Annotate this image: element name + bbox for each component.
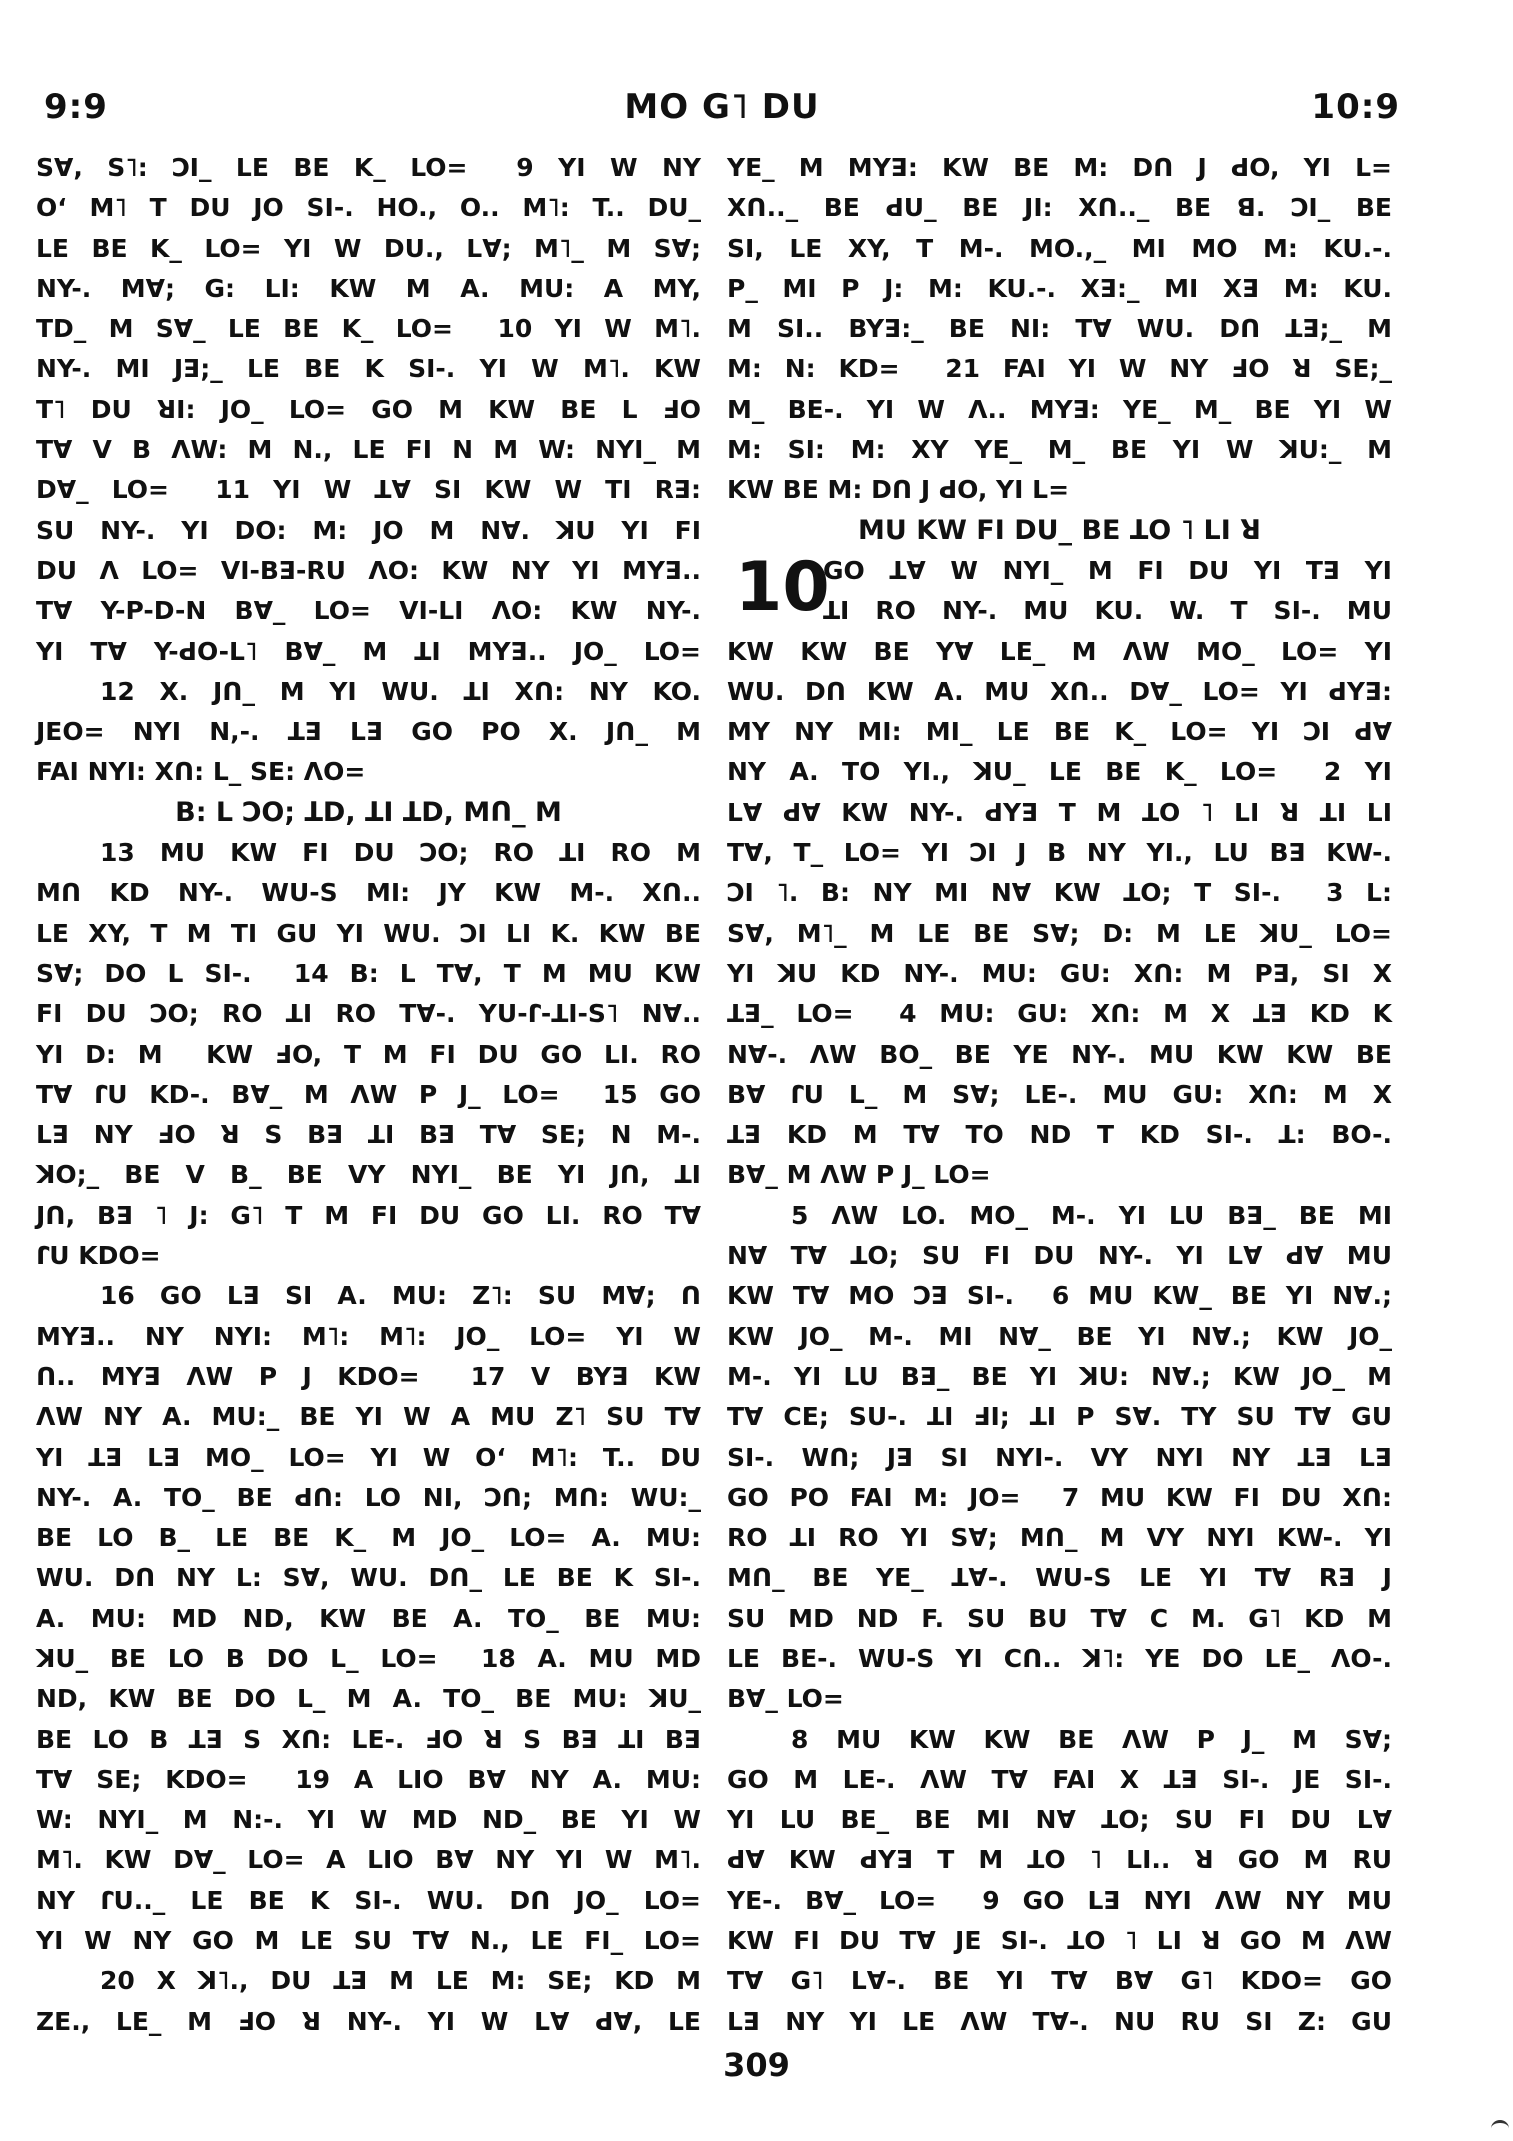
chapter-verse-end: 10:9 — [1311, 87, 1400, 127]
text-line: ꓥW NY A. MU:_ BE YI W A MU Z˥ SU Tꓯ — [36, 1402, 701, 1432]
text-line: ꓘO;_ BE V B_ BE VY NYI_ BE YI Jꓵ, ꓕI — [36, 1160, 701, 1190]
text-line: RO ꓕI RO YI Sꓯ; Mꓵ_ M VY NYI KW-. YI — [727, 1523, 1392, 1553]
text-line: MY NY MI: MI_ LE BE K_ LO= YI ϽI ꓒꓯ — [727, 717, 1392, 747]
text-line: ꓵ.. MYꓱ ꓥW P J KDO= 17 V BYꓱ KW — [36, 1361, 701, 1391]
text-line: NY-. Mꓯ; G: LI: KW M A. MU: A MY, — [36, 273, 701, 303]
text-line: KW JO_ M-. MI Nꓯ_ BE YI Nꓯ.; KW JO_ — [727, 1321, 1392, 1351]
text-line: Tꓯ, T_ LO= YI ϽI J B NY YI., LU Bꓱ KW-. — [727, 838, 1392, 868]
text-line: Nꓯ Tꓯ ꓕO; ꓢU FI DU NY-. YI Lꓯ ꓒꓯ MU — [727, 1241, 1392, 1271]
text-line: YI ꓕꓱ Lꓱ MO_ LO= YI W O‘ M˥: T.. DU — [36, 1442, 701, 1472]
text-line: ꓘU_ BE LO B DO L_ LO= 18 A. MU MD — [36, 1643, 701, 1673]
text-line: Tꓯ CE; SU-. ꓕI ꓞI; ꓕI P Sꓯ. TY SU Tꓯ GU — [727, 1402, 1392, 1432]
text-line: WU. Dꓵ NY L: Sꓯ, WU. Dꓵ_ LE BE K SI-. — [36, 1563, 701, 1593]
text-line: P_ MI P J: M: KU.-. Xꓱ:_ MI Xꓱ M: KU. — [727, 273, 1392, 303]
text-line: KW Tꓯ MO Ͻꓱ SI-. 6 MU KW_ BE YI Nꓯ.; — [727, 1281, 1392, 1311]
text-line: 5 ꓥW LO. MO_ M-. YI LU Bꓱ_ BE MI — [791, 1200, 1392, 1230]
text-line: Nꓯ-. ꓥW BO_ BE YE NY-. MU KW KW BE — [727, 1039, 1392, 1069]
text-line: YE-. Bꓯ_ LO= 9 GO Lꓱ NYI ꓥW NY MU — [727, 1885, 1392, 1915]
text-line: GO M LE-. ꓥW Tꓯ FAI X ꓕꓱ SI-. JE SI-. — [727, 1764, 1392, 1794]
text-line: NY-. MI Jꓱ;_ LE BE K SI-. YI W M˥. KW — [36, 354, 701, 384]
text-line: Bꓯ ꓩU L_ M Sꓯ; LE-. MU GU: Xꓵ: M X — [727, 1079, 1392, 1109]
book-title: MO G˥ DU — [624, 87, 820, 127]
text-line: 16 GO Lꓱ SI A. MU: Z˥: SU Mꓯ; ꓵ — [100, 1281, 701, 1311]
text-line: LE XY, T M TI GU YI WU. ϽI LI K. KW BE — [36, 918, 701, 948]
text-line: M_ BE-. YI W ꓥ.. MYꓱ: YE_ M_ BE YI W — [727, 394, 1392, 424]
text-line: Dꓯ_ LO= 11 YI W ꓕꓯ SI KW W TI Rꓱ: — [36, 475, 701, 505]
text-line: YE_ M MYꓱ: KW BE M: Dꓵ J ꓒO, YI L= — [727, 153, 1392, 182]
text-line: M: SI: M: XY YE_ M_ BE YI W ꓘU:_ M — [727, 435, 1392, 465]
text-line: LE BE K_ LO= YI W DU., Lꓯ; M˥_ M Sꓯ; — [36, 233, 701, 263]
text-line: Sꓯ; DO L SI-. 14 B: L Tꓯ, T M MU KW — [36, 958, 701, 988]
chapter-number: 10 — [735, 548, 830, 627]
text-line: 12 X. Jꓵ_ M YI WU. ꓕI Xꓵ: NY KO. — [100, 676, 701, 706]
text-line: Xꓵ.._ BE ꓒU_ BE JI: Xꓵ.._ BE ꓭ. ϽI_ BE — [727, 193, 1392, 223]
text-line: ϽI ˥. B: NY MI Nꓯ KW ꓕO; T SI-. 3 L: — [727, 878, 1392, 908]
text-line: LE BE-. WU-S YI Cꓵ.. ꓘ˥: YE DO LE_ ꓥO-. — [727, 1643, 1392, 1673]
text-line: NY-. A. TO_ BE ꓒꓵ: LO NI, Ͻꓵ; Mꓵ: WU:_ — [36, 1482, 701, 1512]
text-line: Lꓱ NY ꓞO ꓤ S Bꓱ ꓕI Bꓱ Tꓯ SE; N M-. — [36, 1120, 701, 1150]
text-line: 13 MU KW FI DU ϽO; RO ꓕI RO M — [100, 838, 701, 868]
text-line: Tꓯ G˥ Lꓯ-. BE YI Tꓯ Bꓯ G˥ KDO= GO — [727, 1966, 1392, 1996]
text-line: SI-. Wꓵ; Jꓱ SI NYI-. VY NYI NY ꓕꓱ Lꓱ — [727, 1442, 1392, 1472]
section-heading: B: L ϽO; ꓕD, ꓕI ꓕD, Mꓵ_ M — [175, 796, 562, 828]
page-number: 309 — [723, 2046, 790, 2084]
text-line: KW KW BE Yꓯ LE_ M ꓥW MO_ LO= YI — [727, 636, 1392, 666]
text-line: DU ꓥ LO= VI-Bꓱ-RU ꓥO: KW NY YI MYꓱ.. — [36, 555, 701, 585]
text-line: W: NYI_ M N:-. YI W MD ND_ BE YI W — [36, 1805, 701, 1835]
text-line: SU MD ND F. SU BU Tꓯ C M. G˥ KD M — [727, 1603, 1392, 1633]
text-line: YI ꓘU KD NY-. MU: GU: Xꓵ: M Pꓱ, SI X — [727, 958, 1392, 988]
text-line: M-. YI LU Bꓱ_ BE YI ꓘU: Nꓯ.; KW JO_ M — [727, 1361, 1392, 1391]
text-line: 8 MU KW KW BE ꓥW P J_ M Sꓯ; — [791, 1724, 1392, 1754]
text-line: 20 X ꓘ˥., DU ꓕꓱ M LE M: SE; KD M — [100, 1966, 701, 1996]
text-line: BE LO B ꓕꓱ S Xꓵ: LE-. ꓞO ꓤ S Bꓱ ꓕI Bꓱ — [36, 1724, 701, 1754]
text-line: Mꓵ_ BE YE_ ꓕꓯ-. WU-S LE YI Tꓯ Rꓱ J — [727, 1563, 1392, 1593]
text-line: GO ꓕꓯ W NYI_ M FI DU YI Tꓱ YI — [823, 555, 1392, 585]
text-line: FAI NYI: Xꓵ: L_ SE: ꓥO= — [36, 757, 366, 787]
text-line: NY ꓩU.._ LE BE K SI-. WU. Dꓵ JO_ LO= — [36, 1885, 701, 1915]
text-line: KW FI DU Tꓯ JE SI-. ꓕO ˥ LI ꓤ GO M ꓥW — [727, 1926, 1392, 1956]
text-line: ZE., LE_ M ꓞO ꓤ NY-. YI W Lꓯ ꓒꓯ, LE — [36, 2006, 701, 2036]
text-line: Tꓯ SE; KDO= 19 A LIO Bꓯ NY A. MU: — [36, 1764, 701, 1794]
text-line: ꓒꓯ KW ꓒYꓱ T M ꓕO ˥ LI.. ꓤ GO M RU — [727, 1845, 1392, 1875]
text-line: KW BE M: Dꓵ J ꓒO, YI L= — [727, 475, 1070, 505]
text-line: Tꓯ Y-P-D-N Bꓯ_ LO= VI-LI ꓥO: KW NY-. — [36, 596, 701, 626]
text-line: A. MU: MD ND, KW BE A. TO_ BE MU: — [36, 1603, 701, 1633]
page-header — [44, 82, 1400, 132]
text-line: Bꓯ_ M ꓥW P J_ LO= — [727, 1160, 991, 1190]
text-line: Bꓯ_ LO= — [727, 1684, 844, 1714]
text-line: WU. Dꓵ KW A. MU Xꓵ.. Dꓯ_ LO= YI ꓒYꓱ: — [727, 676, 1392, 706]
text-line: MYꓱ.. NY NYI: M˥: M˥: JO_ LO= YI W — [36, 1321, 701, 1351]
text-line: SI, LE XY, T M-. MO.,_ MI MO M: KU.-. — [727, 233, 1392, 263]
text-line: ꓕꓱ_ LO= 4 MU: GU: Xꓵ: M X ꓕꓱ KD K — [727, 999, 1392, 1029]
text-line: GO PO FAI M: JO= 7 MU KW FI DU Xꓵ: — [727, 1482, 1392, 1512]
text-line: SU NY-. YI DO: M: JO M Nꓯ. ꓘU YI FI — [36, 515, 701, 545]
text-line: Tꓯ ꓩU KD-. Bꓯ_ M ꓥW P J_ LO= 15 GO — [36, 1079, 701, 1109]
scan-edge-mark — [1491, 2120, 1509, 2137]
right-text-column — [727, 148, 1392, 2036]
text-line: ꓕꓱ KD M Tꓯ TO ND T KD SI-. ꓕ: BO-. — [727, 1120, 1392, 1150]
text-line: Jꓵ, Bꓱ ˥ J: G˥ T M FI DU GO LI. RO Tꓯ — [36, 1200, 701, 1230]
text-line: T˥ DU ꓤI: JO_ LO= GO M KW BE L ꓞO — [36, 394, 701, 424]
text-line: Mꓵ KD NY-. WU-S MI: JY KW M-. Xꓵ.. — [36, 878, 701, 908]
text-line: Sꓯ, M˥_ M LE BE Sꓯ; D: M LE ꓘU_ LO= — [727, 918, 1392, 948]
text-line: YI Tꓯ Y-ꓒO-L˥ Bꓯ_ M ꓕI MYꓱ.. JO_ LO= — [36, 636, 701, 666]
text-line: JEO= NYI N,-. ꓕꓱ Lꓱ GO PO X. Jꓵ_ M — [36, 717, 701, 747]
text-line: M˥. KW Dꓯ_ LO= A LIO Bꓯ NY YI W M˥. — [36, 1845, 701, 1875]
chapter-verse-start: 9:9 — [44, 87, 108, 127]
text-line: Sꓯ, S˥: ϽI_ LE BE K_ LO= 9 YI W NY — [36, 153, 701, 182]
text-line: FI DU ϽO; RO ꓕI RO Tꓯ-. YU-ꓩ-ꓕI-S˥ Nꓯ.. — [36, 999, 701, 1029]
text-line: Lꓯ ꓒꓯ KW NY-. ꓒYꓱ T M ꓕO ˥ LI ꓤ ꓕI LI — [727, 797, 1392, 827]
text-line: M SI.. BYꓱ:_ BE NI: Tꓯ WU. Dꓵ ꓕꓱ;_ M — [727, 314, 1392, 344]
left-text-column — [36, 148, 701, 2036]
text-line: M: N: KD= 21 FAI YI W NY ꓞO ꓤ SE;_ — [727, 354, 1392, 384]
text-line: Tꓯ V B ꓥW: M N., LE FI N M W: NYI_ M — [36, 435, 701, 465]
text-line: YI W NY GO M LE SU Tꓯ N., LE FI_ LO= — [36, 1926, 701, 1956]
text-line: ND, KW BE DO L_ M A. TO_ BE MU: ꓘU_ — [36, 1684, 701, 1714]
text-line: BE LO B_ LE BE K_ M JO_ LO= A. MU: — [36, 1523, 701, 1553]
text-line: TD_ M Sꓯ_ LE BE K_ LO= 10 YI W M˥. — [36, 314, 701, 344]
text-line: Lꓱ NY YI LE ꓥW Tꓯ-. NU RU SI Z: GU — [727, 2006, 1392, 2036]
text-line: ꓕI RO NY-. MU KU. W. T SI-. MU — [823, 596, 1392, 626]
section-heading: MU KW FI DU_ BE ꓕO ˥ LI ꓤ — [858, 514, 1261, 546]
text-line: YI LU BE_ BE MI Nꓯ ꓕO; SU FI DU Lꓯ — [727, 1805, 1392, 1835]
text-line: NY A. TO YI., ꓘU_ LE BE K_ LO= 2 YI — [727, 757, 1392, 787]
text-line: YI D: M KW ꓞO, T M FI DU GO LI. RO — [36, 1039, 701, 1069]
text-line: ꓩU KDO= — [36, 1241, 161, 1271]
text-line: O‘ M˥ T DU JO SI-. HO., O.. M˥: T.. DU_ — [36, 193, 701, 223]
